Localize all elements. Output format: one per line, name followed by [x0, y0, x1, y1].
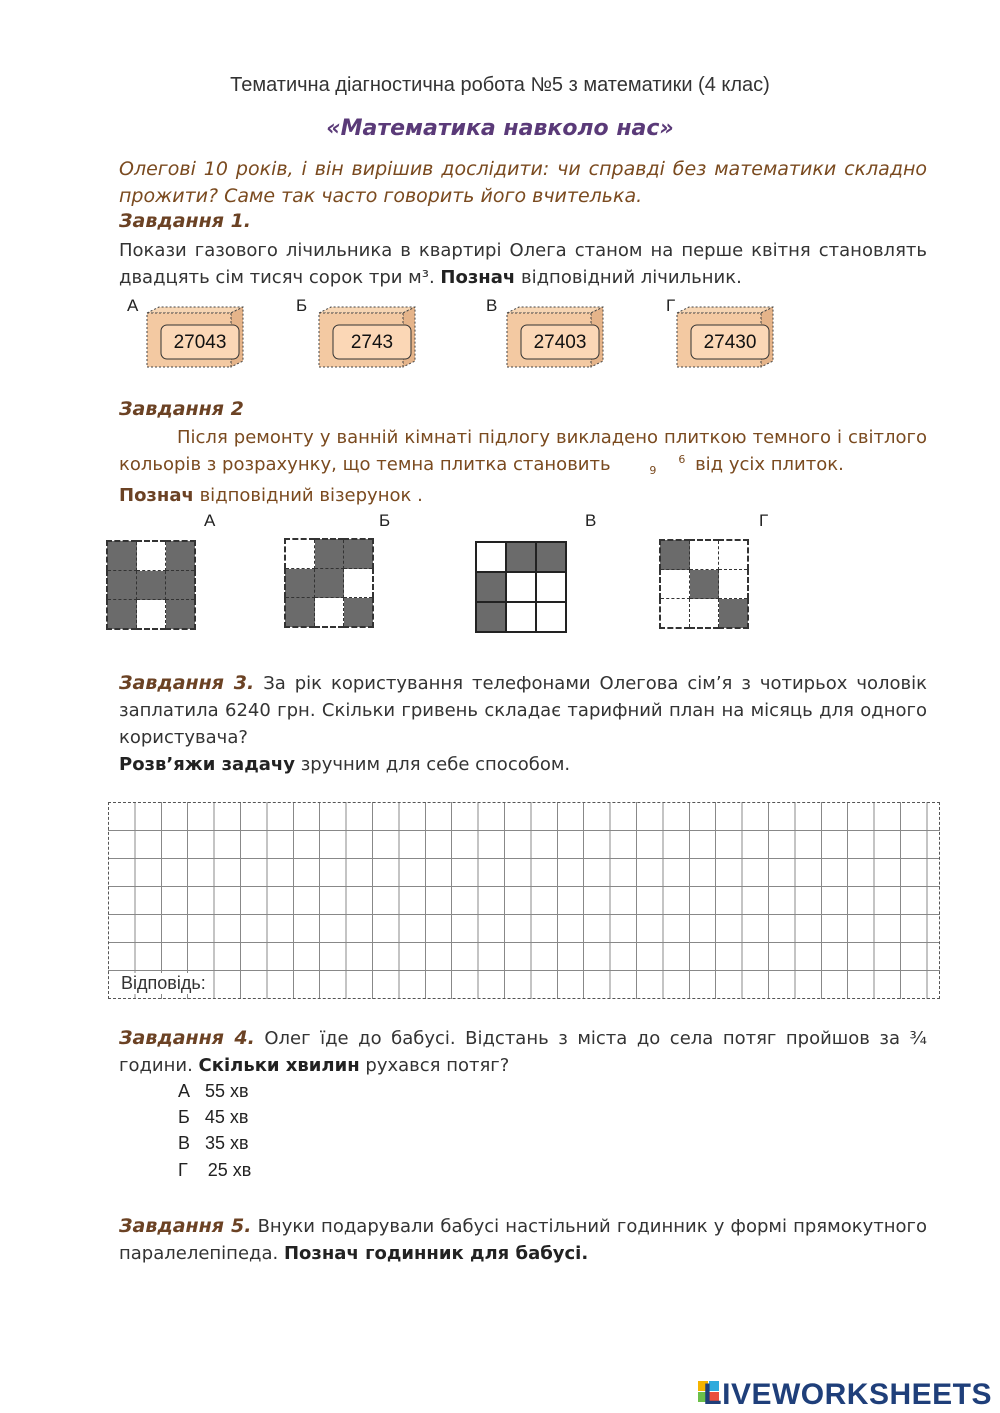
answer-label: Відповідь: [121, 973, 206, 993]
task4-text [119, 1025, 927, 1079]
meter-d-value: 27430 [703, 332, 757, 353]
pattern-c[interactable] [475, 541, 567, 633]
task2-text-a: Після ремонту у ванній кімнаті підлогу викладено плиткою темного і світлого кольорів з розрахунку, що темна плитка становить [119, 427, 927, 475]
page-header: Тематична діагностична робота №5 з математики (4 клас) [230, 74, 770, 96]
pattern-b[interactable] [284, 538, 374, 628]
meter-b-letter: Б [296, 296, 308, 315]
task3-heading: Завдання 3. [119, 672, 255, 694]
pattern-d[interactable] [659, 539, 749, 629]
task2-text-b: від усіх плиток. [695, 454, 844, 475]
task4-option-c[interactable]: В 35 хв [178, 1133, 249, 1153]
task5-text [119, 1213, 927, 1267]
task1-text-a: Покази газового лічильника в квартирі Олега станом на перше квітня становлять двадцять сім тисяч сорок три м³. [119, 240, 927, 288]
meter-c-letter: В [486, 296, 498, 315]
task1-bold: Познач [440, 267, 516, 288]
task4-bold: Скільки хвилин [198, 1055, 360, 1076]
task4-text-b: рухався потяг? [365, 1055, 510, 1076]
task5-bold: Познач годинник для бабусі. [283, 1243, 589, 1264]
pattern-c-letter: В [585, 511, 597, 530]
pattern-a[interactable] [106, 540, 196, 630]
meter-c[interactable] [505, 305, 607, 369]
task4-option-a[interactable]: А 55 хв [178, 1081, 249, 1101]
meter-a[interactable] [145, 305, 247, 369]
task3-instruction [119, 751, 927, 778]
task3-text [119, 670, 927, 751]
brand-name[interactable]: LIVEWORKSHEETS [703, 1378, 992, 1411]
page-title: «Математика навколо нас» [326, 116, 674, 141]
task4-option-d[interactable]: Г 25 хв [178, 1160, 252, 1180]
answer-grid[interactable] [108, 802, 940, 999]
task2-text-c: відповідний візерунок . [199, 485, 423, 506]
task2-text [119, 424, 927, 478]
task2-heading: Завдання 2 [119, 398, 244, 420]
task1-heading: Завдання 1. [119, 210, 252, 232]
task2-instruction [119, 482, 927, 509]
intro-text: Олегові 10 років, і він вирішив дослідити: чи справді без математики складно прожити? Саме так часто говорить його вчителька. [119, 158, 927, 207]
task4-heading: Завдання 4. [119, 1027, 255, 1049]
task1-text-b: відповідний лічильник. [521, 267, 742, 288]
task2-bold: Познач [119, 485, 194, 506]
pattern-d-letter: Г [759, 511, 769, 530]
meter-d[interactable] [675, 305, 777, 369]
task5-body: Внуки подарували бабусі настільний годинник у формі прямокутного паралелепіпеда. [119, 1216, 927, 1264]
fraction-six-ninths: 6 9 [649, 453, 686, 477]
meter-a-value: 27043 [173, 332, 227, 353]
pattern-a-letter: А [204, 511, 216, 530]
task3-body: За рік користування телефонами Олегова сім’я з чотирьох чоловік заплатила 6240 грн. Скільки гривень складає тарифний план на місяць для одного користувача? [119, 673, 927, 748]
meter-b-value: 2743 [350, 332, 394, 353]
task4-option-b[interactable]: Б 45 хв [178, 1107, 249, 1127]
task5-heading: Завдання 5. [119, 1215, 252, 1237]
task4-text-a: Олег їде до бабусі. Відстань з міста до села потяг пройшов за ¾ години. [119, 1028, 927, 1076]
meter-d-letter: Г [666, 296, 676, 315]
task3-text-b: зручним для себе способом. [300, 754, 571, 775]
pattern-b-letter: Б [379, 511, 391, 530]
task1-text [119, 237, 927, 291]
meter-a-letter: А [127, 296, 139, 315]
meter-c-value: 27403 [533, 332, 587, 353]
meter-b[interactable] [317, 305, 419, 369]
task3-bold: Розв’яжи задачу [119, 754, 295, 775]
